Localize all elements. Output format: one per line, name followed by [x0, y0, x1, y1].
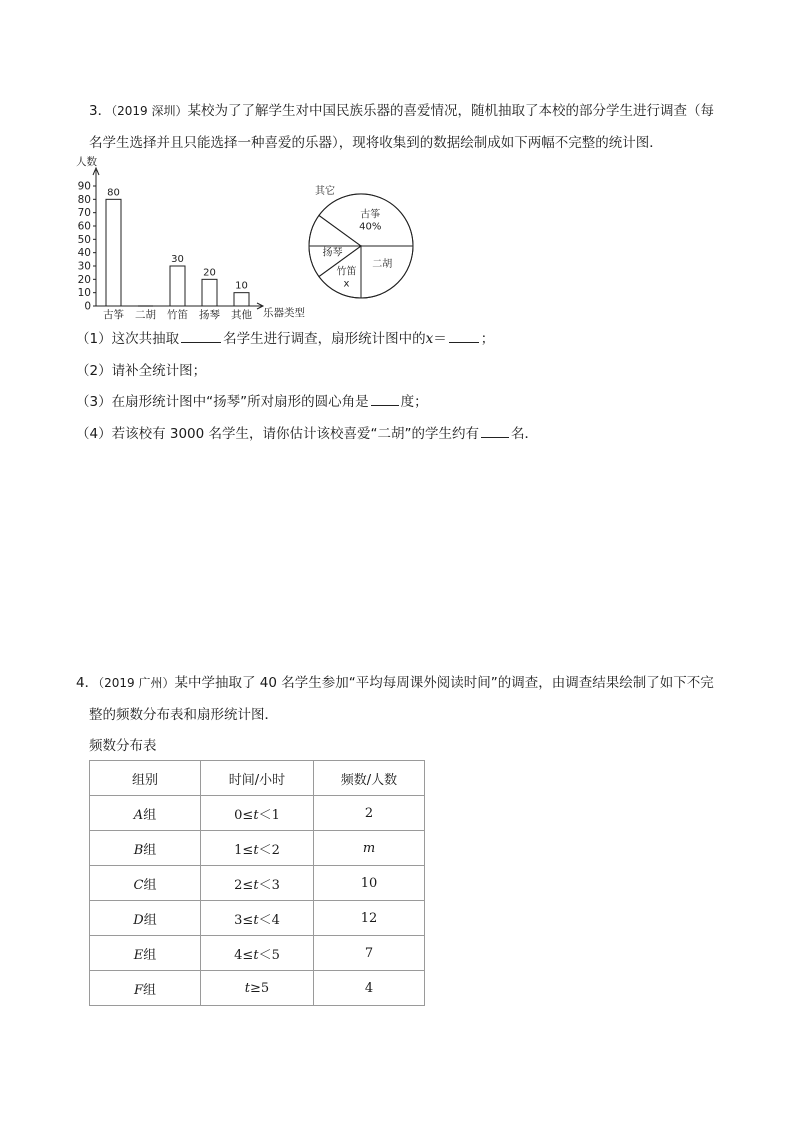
cell-count: 7 [314, 936, 425, 971]
category-label: 二胡 [135, 309, 156, 321]
q3-sub-1 [76, 330, 494, 348]
cell-group [90, 796, 201, 831]
time-var: t [244, 980, 251, 996]
time-var: t [253, 877, 259, 893]
q3-line-2: 名学生选择并且只能选择一种喜爱的乐器），现将收集到的数据绘制成如下两幅不完整的统计图． [89, 135, 663, 151]
group-letter: A [133, 807, 144, 823]
q4-source: （2019 广州） [98, 676, 175, 690]
y-tick-label: 80 [77, 193, 91, 206]
time-left: 1≤ [234, 842, 254, 858]
group-letter: E [133, 947, 144, 963]
category-label: 扬琴 [199, 309, 220, 321]
pie-chart [296, 178, 426, 304]
group-suffix: 组 [143, 842, 157, 858]
frequency-table [89, 760, 425, 1006]
time-left: 2≤ [234, 877, 254, 893]
cell-count: 10 [314, 866, 425, 901]
q3-sub4-text-b: 名． [511, 426, 539, 442]
bar-data-label: 10 [235, 280, 248, 292]
time-var: t [253, 807, 259, 823]
pie-slice-label: 竹笛 [336, 266, 357, 278]
bar-chart-x-label: 乐器类型 [263, 307, 305, 319]
pie-slice-label: 古筝 [360, 209, 381, 221]
q3-number: 3． [89, 103, 112, 119]
cell-time [201, 901, 314, 936]
cell-group [90, 831, 201, 866]
q3-sub-4 [76, 425, 538, 443]
q3-source: （2019 深圳） [111, 104, 188, 118]
group-suffix: 组 [143, 877, 157, 893]
group-letter: C [133, 877, 144, 893]
bar [170, 266, 185, 306]
bar-chart-y-ticks [78, 181, 96, 313]
q3-text-1: 某校为了了解学生对中国民族乐器的喜爱情况，随机抽取了本校的部分学生进行调查（每 [187, 103, 714, 119]
pie-slice-label: 其它 [315, 186, 335, 197]
time-left: 3≤ [234, 912, 254, 928]
q3-blank-erhu[interactable] [481, 425, 509, 438]
table-body [90, 796, 425, 1006]
q3-sub1-end: ； [480, 331, 495, 347]
bar-chart [66, 156, 326, 322]
bar [202, 279, 217, 306]
group-suffix: 组 [143, 982, 157, 998]
cell-count: 2 [314, 796, 425, 831]
cell-time [201, 866, 314, 901]
time-var: t [253, 947, 259, 963]
bar-chart-categories [103, 308, 252, 321]
q3-blank-total[interactable] [181, 330, 221, 343]
bar-data-label: 30 [171, 254, 184, 265]
q4-line-1 [76, 674, 714, 692]
table-row [90, 866, 425, 901]
table-row [90, 901, 425, 936]
q3-blank-x[interactable] [449, 330, 479, 343]
q3-line-1 [89, 102, 714, 120]
header-group: 组别 [90, 761, 201, 796]
y-tick-label: 40 [77, 247, 91, 260]
group-suffix: 组 [143, 947, 157, 963]
cell-group [90, 866, 201, 901]
bar-chart-bars [106, 199, 249, 306]
q3-sub1-text-a: （1）这次共抽取 [76, 331, 180, 347]
group-suffix: 组 [143, 912, 157, 928]
y-tick-label: 60 [77, 220, 91, 233]
time-var: t [253, 842, 259, 858]
y-tick-label: 30 [77, 260, 91, 273]
time-right: ＜1 [258, 807, 280, 823]
cell-count: m [314, 831, 425, 866]
time-right: ＜2 [258, 842, 280, 858]
category-label: 古筝 [103, 309, 124, 321]
group-letter: D [133, 912, 144, 928]
time-left: 0≤ [234, 807, 254, 823]
group-suffix: 组 [143, 807, 157, 823]
cell-count: 12 [314, 901, 425, 936]
cell-group [90, 971, 201, 1006]
y-tick-label: 10 [77, 287, 91, 300]
q3-sub4-text-a: （4）若该校有 3000 名学生，请你估计该校喜爱“二胡”的学生约有 [76, 426, 480, 442]
bar-data-label: 80 [107, 187, 120, 199]
cell-time [201, 831, 314, 866]
cell-group [90, 936, 201, 971]
q3-sub-2: （2）请补全统计图； [76, 363, 207, 379]
time-right: ＜5 [258, 947, 280, 963]
time-var: t [253, 912, 259, 928]
time-right: ＜3 [258, 877, 280, 893]
table-row [90, 936, 425, 971]
q3-sub3-text-a: （3）在扇形统计图中“扬琴”所对扇形的圆心角是 [76, 394, 369, 410]
time-left: 4≤ [234, 947, 254, 963]
header-time: 时间/小时 [201, 761, 314, 796]
q3-sub-3 [76, 393, 428, 411]
q3-sub3-text-b: 度； [400, 394, 428, 410]
bar-chart-y-label: 人数 [76, 156, 97, 168]
bar [106, 199, 121, 306]
bar-data-label: 20 [203, 267, 216, 279]
pie-slice-value: x [343, 278, 350, 290]
group-letter: F [133, 982, 143, 998]
bar [234, 293, 249, 306]
table-row [90, 796, 425, 831]
pie-slice-value: 40% [359, 221, 382, 233]
q3-sub1-eq: ＝ [433, 331, 447, 347]
y-tick-label: 50 [77, 233, 91, 246]
category-label: 其他 [231, 309, 252, 321]
time-right: ≥5 [250, 980, 270, 996]
q4-number: 4． [76, 675, 99, 691]
pie-slice-label: 二胡 [372, 259, 393, 271]
q4-line-2: 整的频数分布表和扇形统计图． [89, 707, 278, 723]
q3-sub1-var: x [425, 331, 434, 347]
header-count: 频数/人数 [314, 761, 425, 796]
pie-slice-label: 扬琴 [322, 247, 343, 259]
group-letter: B [133, 842, 144, 858]
y-tick-label: 70 [77, 207, 91, 220]
q3-sub1-text-b: 名学生进行调查，扇形统计图中的 [223, 331, 426, 347]
cell-time [201, 796, 314, 831]
cell-time [201, 936, 314, 971]
cell-time [201, 971, 314, 1006]
table-row [90, 831, 425, 866]
q4-text-1: 某中学抽取了 40 名学生参加“平均每周课外阅读时间”的调查，由调查结果绘制了如下不完 [174, 675, 714, 691]
y-tick-label: 0 [84, 300, 91, 313]
table-row [90, 971, 425, 1006]
q3-blank-angle[interactable] [371, 393, 399, 406]
cell-group [90, 901, 201, 936]
table-header-row [90, 761, 425, 796]
category-label: 竹笛 [167, 309, 188, 321]
y-tick-label: 20 [77, 273, 91, 286]
table-caption: 频数分布表 [89, 738, 157, 754]
time-right: ＜4 [258, 912, 280, 928]
y-tick-label: 90 [77, 180, 91, 193]
cell-count: 4 [314, 971, 425, 1006]
